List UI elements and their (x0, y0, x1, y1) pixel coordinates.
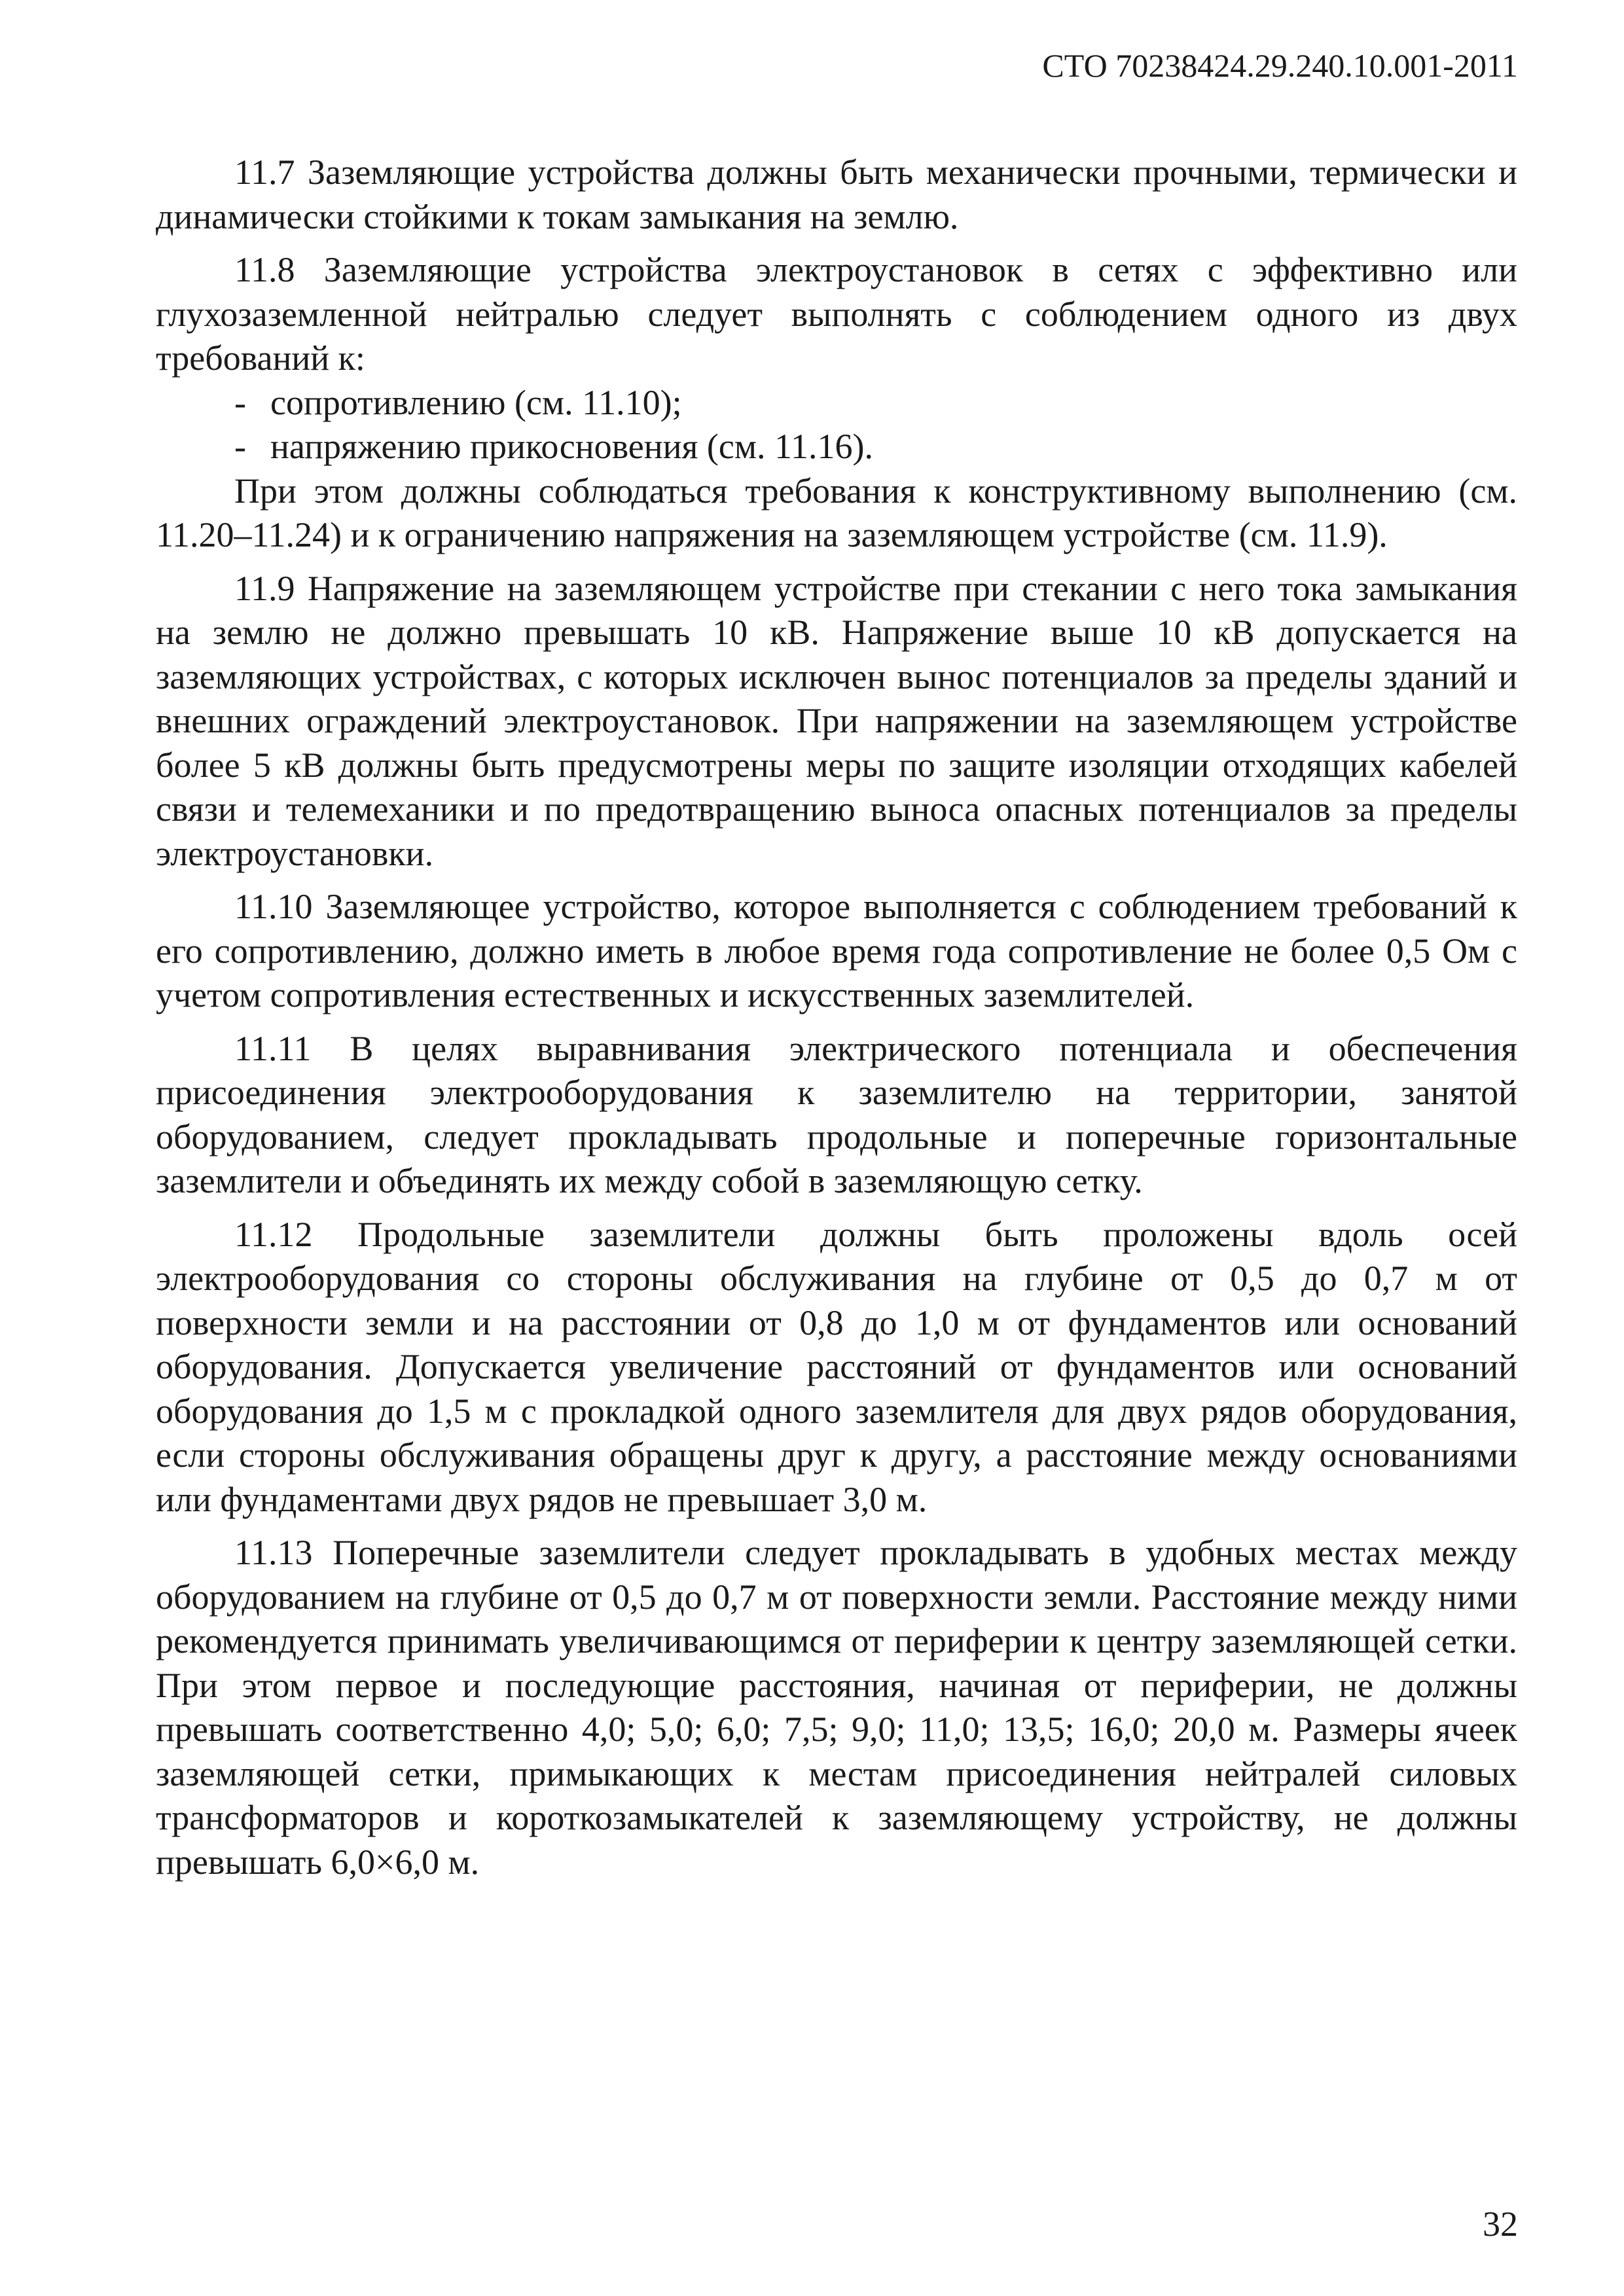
list-dash: - (234, 427, 246, 466)
page-number: 32 (1483, 2204, 1518, 2244)
paragraph-11-9: 11.9 Напряжение на заземляющем устройстве при стекании с него тока замыкания на землю не должно превышать 10 кВ. Напряжение выше 10 кВ допускается на заземляющих устройствах, с которых исключен вынос потенциалов за пределы зданий и внешних ограждений электроустановок. При напряжении на заземляющем устройстве более 5 кВ должны быть предусмотрены меры по защите изоляции отходящих кабелей связи и телемеханики и по предотвращению выноса опасных потенциалов за пределы электроустановки. (156, 568, 1517, 873)
paragraph-11-7: 11.7 Заземляющие устройства должны быть механически прочными, термически и динамически стойкими к токам замыкания на землю. (156, 152, 1517, 236)
list-dash: - (234, 382, 246, 422)
paragraph-11-13: 11.13 Поперечные заземлители следует прокладывать в удобных местах между оборудованием на глубине от 0,5 до 0,7 м от поверхности земли. Расстояние между ними рекомендуется принимать увеличивающимся от периферии к центру заземляющей сетки. При этом первое и последующие расстояния, начиная от периферии, не должны превышать соответственно 4,0; 5,0; 6,0; 7,5; 9,0; 11,0; 13,5; 16,0; 20,0 м. Размеры ячеек заземляющей сетки, примыкающих к местам присоединения нейтралей силовых трансформаторов и короткозамыкателей к заземляющему устройству, не должны превышать 6,0×6,0 м. (156, 1533, 1517, 1882)
paragraph-11-8: 11.8 Заземляющие устройства электроустановок в сетях с эффективно или глухозаземленной нейтралью следует выполнять с соблюдением одного из двух требований к: (156, 250, 1517, 378)
list-item-text: сопротивлению (см. 11.10); (270, 382, 682, 422)
paragraph-11-8-note: При этом должны соблюдаться требования к конструктивному выполнению (см. 11.20–11.24) и к ограничению напряжения на заземляющем устройстве (см. 11.9). (156, 471, 1517, 554)
document-body (156, 151, 1517, 1893)
paragraph-11-11: 11.11 В целях выравнивания электрического потенциала и обеспечения присоединения электрооборудования к заземлителю на территории, занятой оборудованием, следует прокладывать продольные и поперечные горизонтальные заземлители и объединять их между собой в заземляющую сетку. (156, 1028, 1517, 1200)
list-item (156, 425, 1517, 469)
paragraph-11-12: 11.12 Продольные заземлители должны быть проложены вдоль осей электрооборудования со стороны обслуживания на глубине от 0,5 до 0,7 м от поверхности земли и на расстоянии от 0,8 до 1,0 м от фундаментов или оснований оборудования. Допускается увеличение расстояний от фундаментов или оснований оборудования до 1,5 м с прокладкой одного заземлителя для двух рядов оборудования, если стороны обслуживания обращены друг к другу, а расстояние между основаниями или фундаментами двух рядов не превышает 3,0 м. (156, 1214, 1517, 1519)
requirements-list (156, 381, 1517, 469)
list-item (156, 381, 1517, 425)
list-item-text: напряжению прикосновения (см. 11.16). (270, 427, 873, 466)
paragraph-11-10: 11.10 Заземляющее устройство, которое выполняется с соблюдением требований к его сопротивлению, должно иметь в любое время года сопротивление не более 0,5 Ом с учетом сопротивления естественных и искусственных заземлителей. (156, 887, 1517, 1014)
document-code-header: СТО 70238424.29.240.10.001-2011 (1042, 47, 1518, 84)
